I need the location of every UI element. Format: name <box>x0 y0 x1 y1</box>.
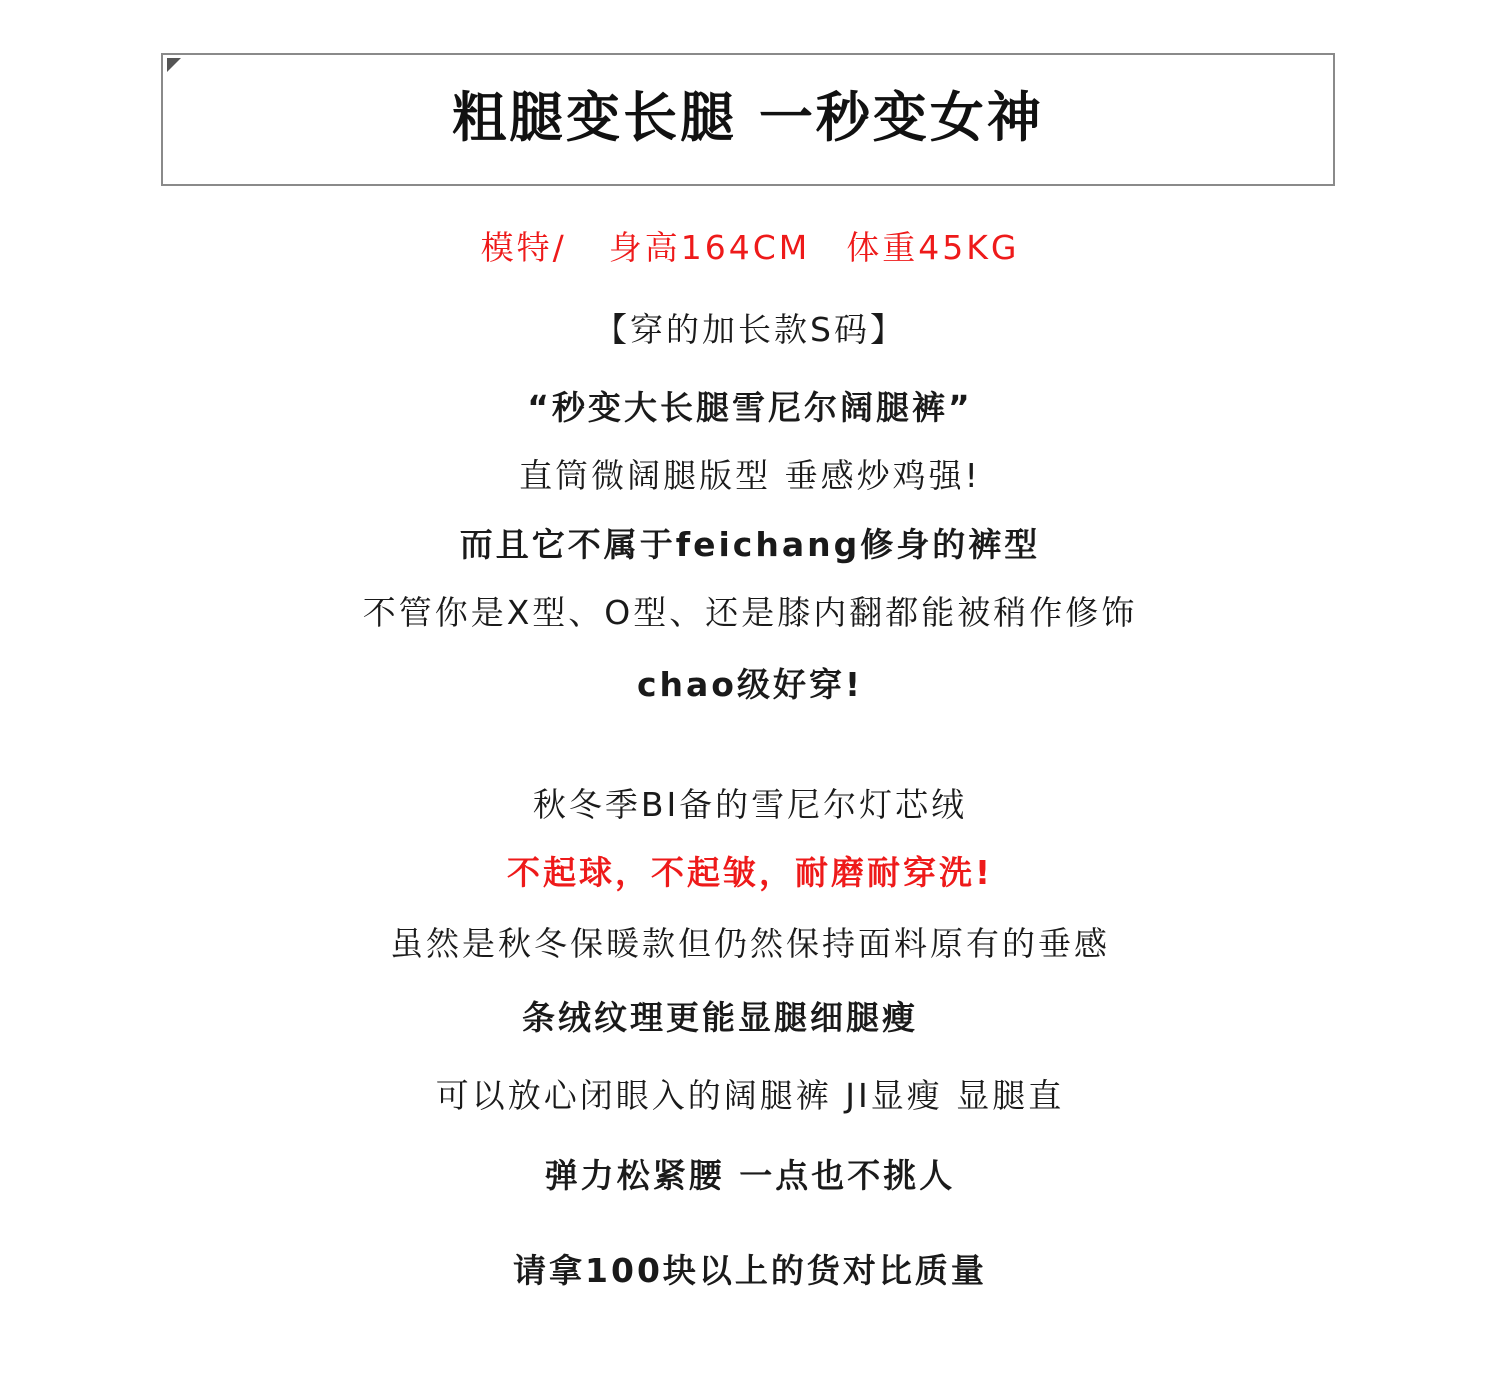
model-info <box>0 227 1500 269</box>
model-height: 身高164CM <box>608 228 811 267</box>
description-line-8: 条绒纹理更能显腿细腿瘦 <box>522 998 918 1037</box>
size-worn-note: 【穿的加长款S码】 <box>594 310 906 349</box>
description-line-4: chao级好穿! <box>636 665 864 704</box>
corner-triangle-icon <box>167 58 181 72</box>
description-line-3: 不管你是X型、O型、还是膝内翻都能被稍作修饰 <box>362 593 1138 632</box>
description-line-7: 虽然是秋冬保暖款但仍然保持面料原有的垂感 <box>390 924 1110 963</box>
headline-quote: “秒变大长腿雪尼尔阔腿裤” <box>527 388 973 427</box>
description-line-1: 直筒微阔腿版型 垂感炒鸡强! <box>519 456 981 495</box>
title-banner <box>161 53 1335 186</box>
description-line-9: 可以放心闭眼入的阔腿裤 JI显瘦 显腿直 <box>435 1076 1065 1115</box>
description-line-6: 不起球，不起皱，耐磨耐穿洗! <box>506 853 994 892</box>
model-label: 模特/ <box>480 228 567 267</box>
description-line-10: 弹力松紧腰 一点也不挑人 <box>544 1156 956 1195</box>
page-title: 粗腿变长腿 一秒变女神 <box>452 85 1044 149</box>
description-line-2: 而且它不属于feichang修身的裤型 <box>459 525 1041 564</box>
description-line-5: 秋冬季BI备的雪尼尔灯芯绒 <box>532 785 968 824</box>
model-weight: 体重45KG <box>846 228 1020 267</box>
description-line-11: 请拿100块以上的货对比质量 <box>513 1251 987 1290</box>
